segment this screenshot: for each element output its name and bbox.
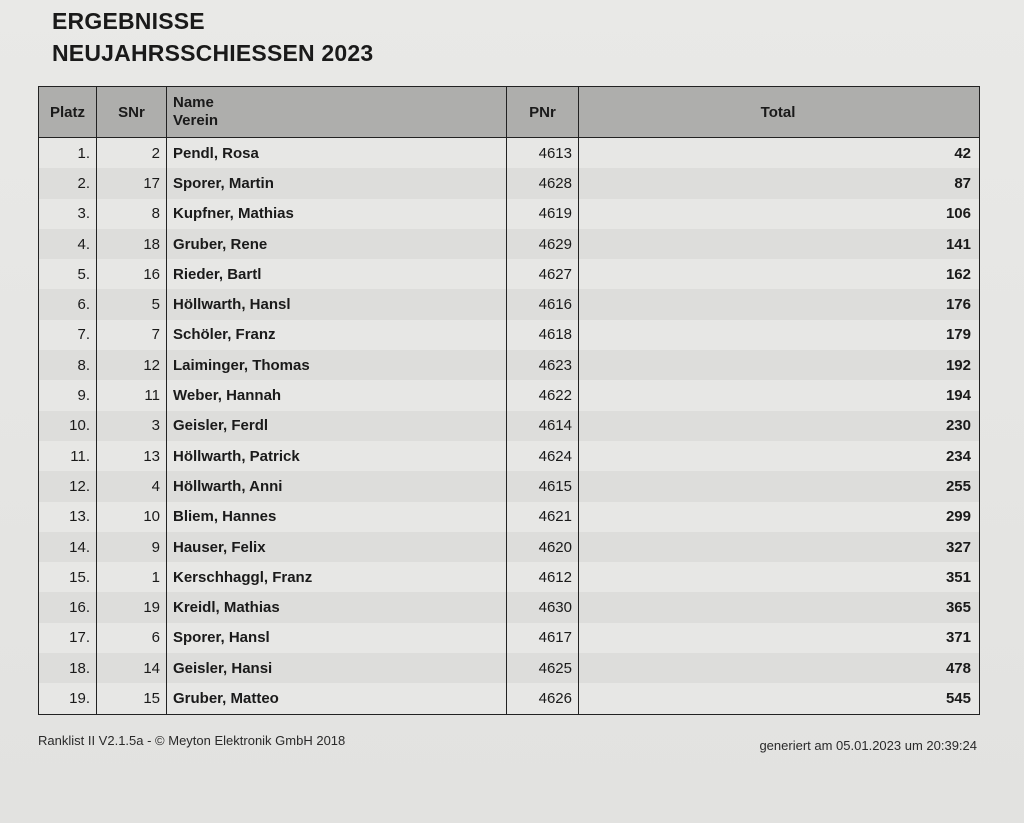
cell-total: 365 [579,592,979,622]
cell-snr: 5 [97,289,167,319]
cell-pnr: 4612 [507,562,579,592]
cell-platz: 16. [39,592,97,622]
header-verein: Verein [173,112,219,129]
cell-pnr: 4625 [507,653,579,683]
cell-name: Geisler, Ferdl [167,411,507,441]
cell-total: 230 [579,411,979,441]
table-body [39,138,979,714]
table-row [39,350,979,380]
cell-platz: 17. [39,623,97,653]
table-row [39,562,979,592]
table-row [39,471,979,501]
cell-platz: 8. [39,350,97,380]
header-platz: Platz [39,87,97,137]
cell-pnr: 4623 [507,350,579,380]
cell-platz: 18. [39,653,97,683]
cell-total: 478 [579,653,979,683]
table-row [39,683,979,713]
cell-pnr: 4618 [507,320,579,350]
cell-name: Sporer, Martin [167,168,507,198]
cell-snr: 15 [97,683,167,713]
table-row [39,199,979,229]
document-title: ERGEBNISSE [52,8,205,34]
cell-snr: 14 [97,653,167,683]
cell-platz: 7. [39,320,97,350]
table-row [39,441,979,471]
cell-name: Gruber, Rene [167,229,507,259]
cell-total: 255 [579,471,979,501]
cell-total: 234 [579,441,979,471]
cell-name: Hauser, Felix [167,532,507,562]
header-snr: SNr [97,87,167,137]
cell-platz: 14. [39,532,97,562]
table-row [39,502,979,532]
cell-platz: 5. [39,259,97,289]
document-subtitle: NEUJAHRSSCHIESSEN 2023 [52,40,374,66]
cell-name: Schöler, Franz [167,320,507,350]
cell-total: 299 [579,502,979,532]
cell-pnr: 4613 [507,138,579,168]
cell-platz: 10. [39,411,97,441]
cell-pnr: 4616 [507,289,579,319]
table-row [39,380,979,410]
cell-platz: 9. [39,380,97,410]
cell-name: Rieder, Bartl [167,259,507,289]
cell-pnr: 4615 [507,471,579,501]
cell-snr: 7 [97,320,167,350]
footer-software: Ranklist II V2.1.5a - © Meyton Elektronik GmbH 2018 [38,733,346,748]
cell-platz: 1. [39,138,97,168]
cell-name: Kerschhaggl, Franz [167,562,507,592]
table-row [39,411,979,441]
cell-total: 351 [579,562,979,592]
cell-name: Sporer, Hansl [167,623,507,653]
table-row [39,289,979,319]
cell-pnr: 4627 [507,259,579,289]
cell-platz: 11. [39,441,97,471]
cell-pnr: 4622 [507,380,579,410]
cell-snr: 11 [97,380,167,410]
cell-snr: 2 [97,138,167,168]
cell-snr: 13 [97,441,167,471]
cell-snr: 12 [97,350,167,380]
cell-platz: 2. [39,168,97,198]
footer-generated: generiert am 05.01.2023 um 20:39:24 [759,738,977,753]
table-row [39,168,979,198]
cell-pnr: 4621 [507,502,579,532]
cell-name: Höllwarth, Anni [167,471,507,501]
cell-pnr: 4617 [507,623,579,653]
cell-platz: 19. [39,683,97,713]
table-row [39,259,979,289]
cell-total: 176 [579,289,979,319]
cell-total: 42 [579,138,979,168]
cell-name: Gruber, Matteo [167,683,507,713]
cell-pnr: 4619 [507,199,579,229]
cell-platz: 4. [39,229,97,259]
table-row [39,592,979,622]
header-total: Total [760,103,796,121]
cell-name: Kupfner, Mathias [167,199,507,229]
cell-pnr: 4614 [507,411,579,441]
header-name-verein [167,87,507,137]
cell-total: 545 [579,683,979,713]
cell-total: 371 [579,623,979,653]
cell-pnr: 4620 [507,532,579,562]
table-row [39,623,979,653]
table-row [39,229,979,259]
cell-name: Kreidl, Mathias [167,592,507,622]
cell-platz: 15. [39,562,97,592]
cell-total: 327 [579,532,979,562]
cell-name: Höllwarth, Patrick [167,441,507,471]
results-table [38,86,980,715]
cell-snr: 18 [97,229,167,259]
header-name: Name [173,94,214,111]
cell-total: 141 [579,229,979,259]
table-header [39,87,979,138]
cell-pnr: 4629 [507,229,579,259]
cell-snr: 6 [97,623,167,653]
cell-pnr: 4628 [507,168,579,198]
header-pnr: PNr [507,87,579,137]
cell-platz: 3. [39,199,97,229]
cell-total: 179 [579,320,979,350]
cell-name: Geisler, Hansi [167,653,507,683]
cell-snr: 3 [97,411,167,441]
cell-name: Bliem, Hannes [167,502,507,532]
cell-pnr: 4626 [507,683,579,713]
cell-total: 192 [579,350,979,380]
cell-snr: 9 [97,532,167,562]
cell-total: 87 [579,168,979,198]
cell-snr: 19 [97,592,167,622]
cell-snr: 16 [97,259,167,289]
cell-total: 106 [579,199,979,229]
cell-snr: 1 [97,562,167,592]
table-row [39,532,979,562]
table-row [39,138,979,168]
cell-total: 194 [579,380,979,410]
cell-snr: 8 [97,199,167,229]
table-row [39,320,979,350]
cell-pnr: 4624 [507,441,579,471]
cell-platz: 13. [39,502,97,532]
cell-platz: 6. [39,289,97,319]
cell-platz: 12. [39,471,97,501]
cell-name: Höllwarth, Hansl [167,289,507,319]
table-row [39,653,979,683]
cell-snr: 10 [97,502,167,532]
cell-pnr: 4630 [507,592,579,622]
cell-name: Pendl, Rosa [167,138,507,168]
cell-total: 162 [579,259,979,289]
cell-snr: 4 [97,471,167,501]
cell-snr: 17 [97,168,167,198]
cell-name: Laiminger, Thomas [167,350,507,380]
cell-name: Weber, Hannah [167,380,507,410]
